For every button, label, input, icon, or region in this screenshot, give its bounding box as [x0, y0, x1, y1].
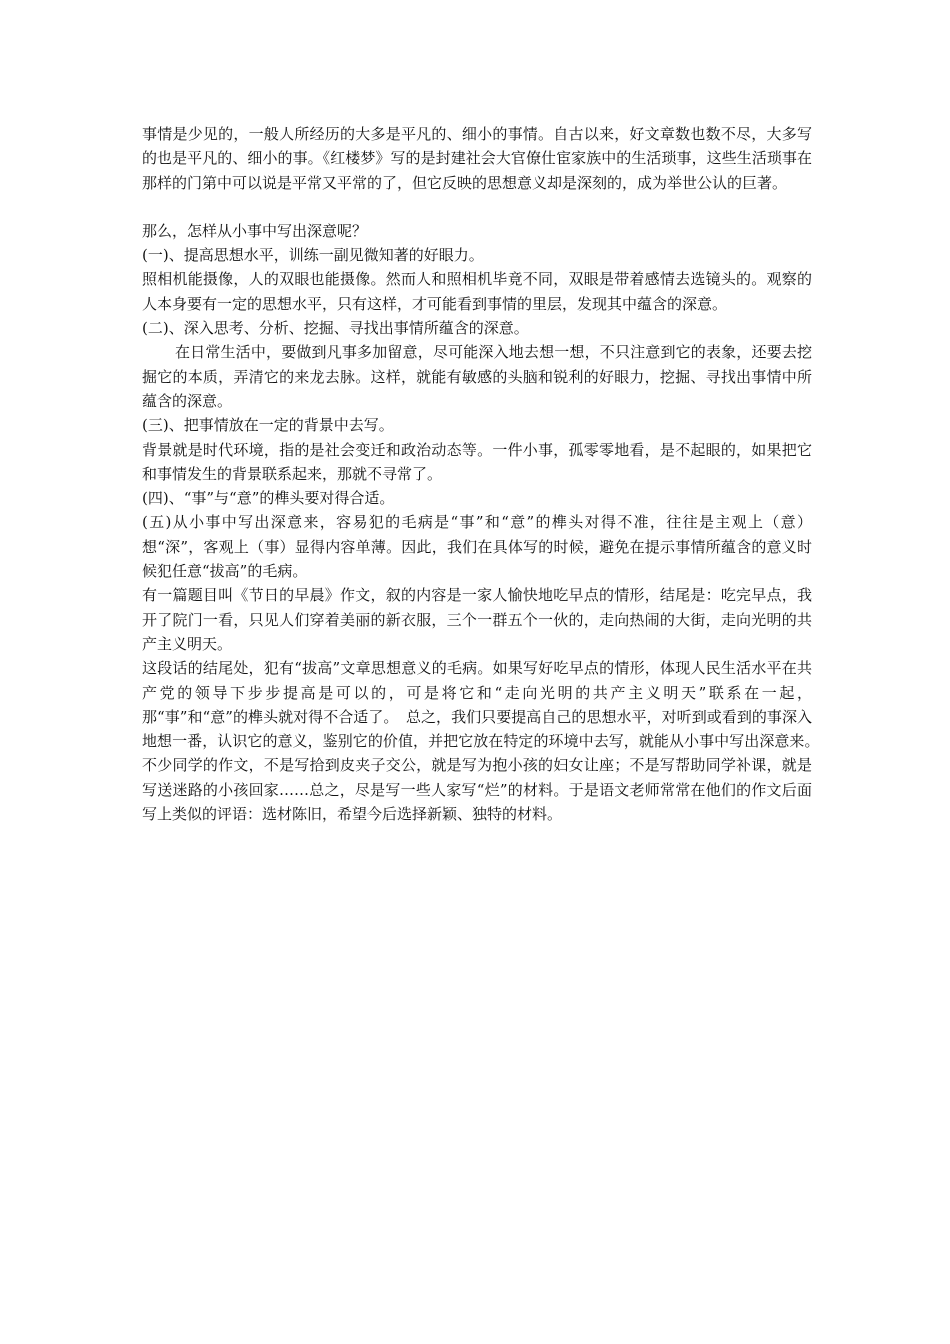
- paragraph-question: 那么，怎样从小事中写出深意呢？: [142, 221, 368, 240]
- document-body: [142, 122, 828, 826]
- heading-point-3: (三)、把事情放在一定的背景中去写。: [142, 416, 394, 435]
- heading-point-1: (一)、提高思想水平，训练一副见微知著的好眼力。: [142, 246, 484, 265]
- heading-point-4: (四)、“事”与“意”的榫头要对得合适。: [142, 489, 395, 508]
- paragraph-spacer: [142, 195, 812, 219]
- paragraph-conclusion: 这段话的结尾处，犯有“拔高”文章思想意义的毛病。如果写好吃早点的情形，体现人民生活水平在共产党的领导下步步提高是可以的，可是将它和“走向光明的共产主义明天”联系在一起，那“事”和“意”的榫头就对得不合适了。 总之，我们只要提高自己的思想水平，对听到或看到的事深入地想一番，认识它的意义，鉴别它的价值，并把它放在特定的环境中去写，就能从小事中写出深意来。 不少同学的作文，不是写拾到皮夹子交公，就是写为抱小孩的妇女让座；不是写帮助同学补课，就是写送迷路的小孩回家……总之，尽是写一些人家写“烂”的材料。于是语文老师常常在他们的作文后面写上类似的评语：选材陈旧，希望今后选择新颖、独特的材料。: [142, 659, 828, 824]
- paragraph-intro: 事情是少见的，一般人所经历的大多是平凡的、细小的事情。自古以来，好文章数也数不尽，大多写的也是平凡的、细小的事。《红楼梦》写的是封建社会大官僚仕宦家族中的生活琐事，这些生活琐事在那样的门第中可以说是平常又平常的了，但它反映的思想意义却是深刻的，成为举世公认的巨著。: [142, 125, 812, 192]
- paragraph-point-2: 在日常生活中，要做到凡事多加留意，尽可能深入地去想一想，不只注意到它的表象，还要去挖掘它的本质，弄清它的来龙去脉。这样，就能有敏感的头脑和锐利的好眼力，挖掘、寻找出事情中所蕴含的深意。: [142, 343, 812, 410]
- paragraph-point-3: 背景就是时代环境，指的是社会变迁和政治动态等。一件小事，孤零零地看，是不起眼的，如果把它和事情发生的背景联系起来，那就不寻常了。: [142, 440, 812, 483]
- paragraph-point-1: 照相机能摄像，人的双眼也能摄像。然而人和照相机毕竟不同，双眼是带着感情去选镜头的。观察的人本身要有一定的思想水平，只有这样，才可能看到事情的里层，发现其中蕴含的深意。: [142, 270, 812, 313]
- heading-point-2: (二)、深入思考、分析、挖掘、寻找出事情所蕴含的深意。: [142, 319, 529, 338]
- paragraph-example: 有一篇题目叫《节日的早晨》作文，叙的内容是一家人愉快地吃早点的情形，结尾是：吃完早点，我开了院门一看，只见人们穿着美丽的新衣服，三个一群五个一伙的，走向热闹的大街，走向光明的共产主义明天。: [142, 586, 812, 653]
- paragraph-point-5: (五)从小事中写出深意来，容易犯的毛病是“事”和“意”的榫头对得不准，往往是主观上（意）想“深”，客观上（事）显得内容单薄。因此，我们在具体写的时候，避免在提示事情所蕴含的意义时候犯任意“拔高”的毛病。: [142, 513, 812, 581]
